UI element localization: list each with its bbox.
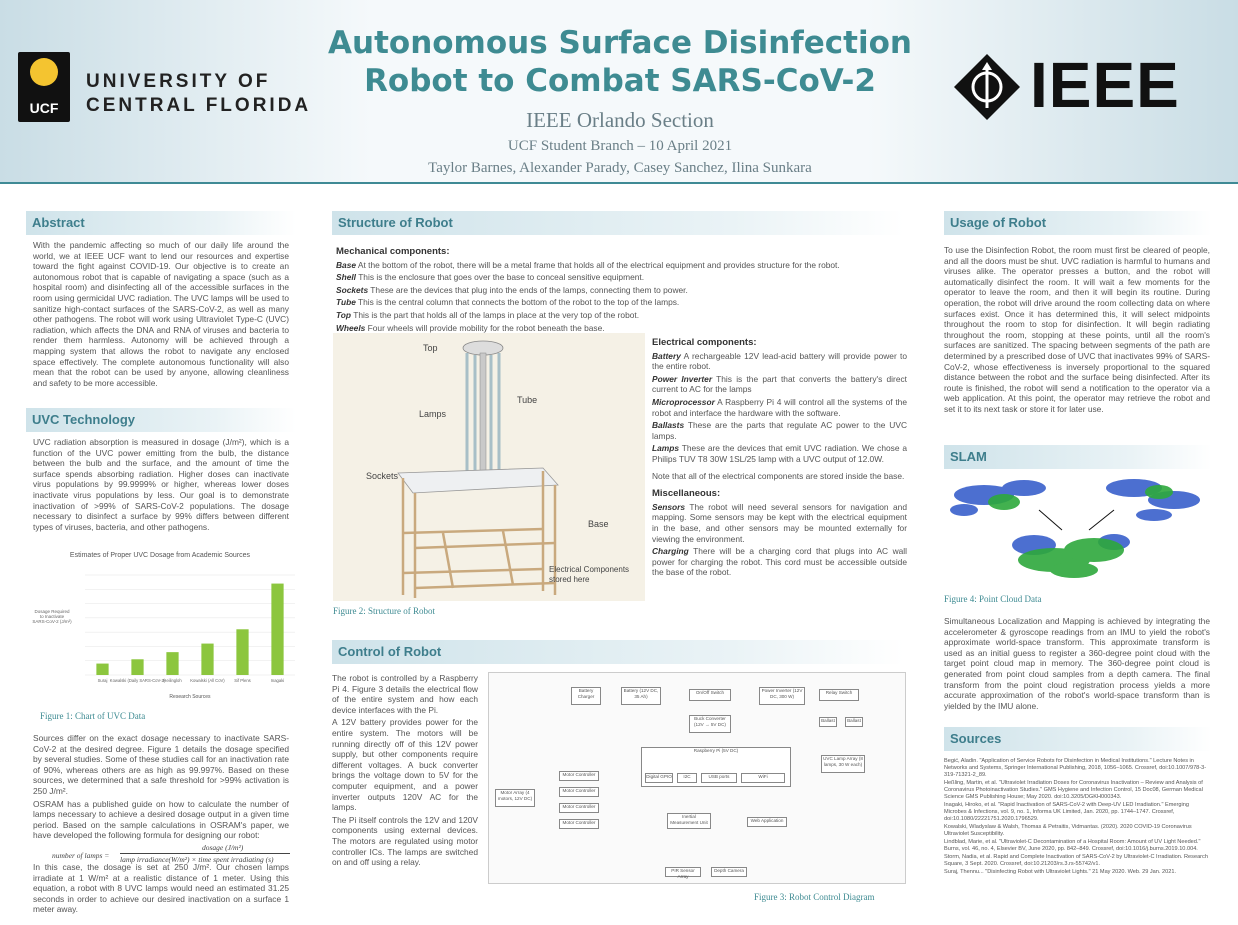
elec-key: Microprocessor [652,396,715,407]
title-line2: Robot to Combat SARS-CoV-2 [364,63,876,99]
slam-body: Simultaneous Localization and Mapping is achieved by integrating the accelerometer & gyroscope readings from an IMU to yield the robot's approximate world-space transform. This approximate transform is used as an initial guess to register a 360-degree point cloud with the target point cloud map in memory. The 360-degree point cloud is generated from point cloud samples from a depth camera. The final transform from the point cloud registration process yields a more accurate approximation of the robot's world-space transform than is yielded by the IMU alone. [944,616,1210,711]
mech-key: Top [336,309,352,320]
block-gpio: Digital GPIO [645,773,673,783]
misc-key: Sensors [652,501,686,512]
mech-title: Mechanical components: [336,246,450,257]
title-line1: Autonomous Surface Disinfection [328,25,912,61]
block-buck: Buck Converter (12V → 5V DC) [689,715,731,733]
block-ballast2: Ballast [845,717,863,727]
ucf-line1: UNIVERSITY OF [86,71,271,92]
mech-item [336,260,896,271]
abstract-body: With the pandemic affecting so much of our daily life around the world, we at IEEE UCF want to lend our resources and expertise toward the fight against COVID-19. Our objective is to create an autonomous robot that is capable of navigating a space (such as a hospital room) and disinfecting all of the accessible surfaces in the room using germicidal UVC radiation. The UVC lamps will be used to sanitize high-contact surfaces of the SARS-CoV-2, as well as many other pathogens. The robot will work using Ultraviolet Type-C (UVC) radiation, which affects the DNA and RNA of viruses and bacteria to render them harmless. Autonomy will be achieved through a mapping system that allows the robot to navigate any enclosed space effectively. The complete autonomous functionality will also mean that the robot can be used by anyone, allowing cleanliness and safety to be more accessible. [33,240,289,388]
chart-bar [131,659,143,675]
chart-tick-label: Sif Plens [234,678,251,683]
mech-desc: This is the central column that connects the bottom of the robot to the top of the lamps. [355,297,680,308]
mechanical-components [336,247,896,335]
branch-date: UCF Student Branch – 10 April 2021 [507,138,733,154]
point-cloud-image [944,470,1212,590]
elec-desc: A Raspberry Pi 4 will control all the systems of the robot and interface the hardware with the software. [652,396,907,418]
block-pir: PIR Sensor Array [665,867,701,877]
elec-item [652,374,907,395]
chart-tick-label: Kowalski (Daily SARS-CoV-2) [109,678,166,683]
robot-structure-figure [333,333,645,601]
elec-item [652,397,907,418]
usage-body: To use the Disinfection Robot, the room must first be cleared of people, and all the doors must be shut. UVC radiation is harmful to humans and viruses alike. The operator presses a button, and the robot will automatically disinfect the room. It will wait a few moments for the operator to leave the room, and then it will begin its routine. During operation, the robot will drive around the room collecting data on where surfaces exist. Once it has determined this, it will select midpoints throughout the room to stop for disinfection. It will begin radiating throughout the room, stopping at these points, until all the room's surfaces are sanitized. The spacing between segments of the path are determined by a prescribed dose of UVC that inactivates 99% of SARS-CoV-2, whose effectiveness is inversely proportional to the squared distance between the robot and the surface being disinfected. After its route is finished, the robot will send a notification to the operator via a web application. At this point, the operator may retrieve the robot and set it to its next task or store it for later use. [944,245,1210,414]
chart-tick-label: Heilingloh [163,678,182,683]
block-charger: Battery Charger [571,687,601,705]
elec-title: Electrical components: [652,337,757,348]
block-web-app: Web Application [747,817,787,827]
block-wifi: WiFi [741,773,785,783]
elec-desc: These are the parts that regulate AC power to the UVC lamps. [652,420,907,441]
mech-item [336,297,896,308]
poster-header [0,0,1238,184]
elec-list [652,351,907,465]
block-depth-camera: Depth Camera [711,867,747,877]
block-i2c: I2C [677,773,697,783]
figure4-caption: Figure 4: Point Cloud Data [944,594,1042,604]
block-motor-controller-3: Motor Controller [559,803,599,813]
misc-item [652,502,907,544]
label-top: Top [423,343,438,353]
ieee-diamond-icon [952,52,1022,122]
chart-bar [201,644,213,675]
figure2-caption: Figure 2: Structure of Robot [333,606,435,616]
source-item: Heßling, Martin, et al. "Ultraviolet Irradiation Doses for Coronavirus Inactivation – Review and Analysis of Coronavirus Photoinactivation Studies." GMS Hygiene and Infection Control, 15 Doc08, German Medical Science GMS Publishing House; May 2020. doi:10.3205/DGKH000343. [944,780,1203,800]
source-item: Inagaki, Hiroko, et al. "Rapid Inactivation of SARS-CoV-2 with Deep-UV LED Irradiation." Emerging Microbes & Infections, vol. 9, no. 1, Informa UK Limited, Jan. 2020, pp. 1744–1747. Crossref, doi:10.1080/22221751.2020.1796529. [944,802,1189,822]
electrical-components [652,338,907,580]
block-motor-controller-4: Motor Controller [559,819,599,829]
block-motor-controller-1: Motor Controller [559,771,599,781]
control-p3: The Pi itself controls the 12V and 120V components using external devices. The motors are regulated using motor controller ICs. The lamps are switched on and off using a relay. [332,814,478,868]
ucf-abbr: UCF [29,100,59,116]
uvc-heading: UVC Technology [26,408,296,432]
mech-key: Tube [336,297,356,308]
elec-key: Ballasts [652,420,685,431]
chart-bar [271,584,283,675]
source-item: Suraj, Thennu... "Disinfecting Robot with Ultraviolet Lights." 21 May 2020. Web. 29 Jan. 2021. [944,869,1176,875]
source-item: Begić, Aladin. "Application of Service Robots for Disinfection in Medical Institutions." Lecture Notes in Networks and Systems, Springer International Publishing, 2018, 1056–1065. Crossref, doi:10.1007/978-3-319-71321-2_89. [944,758,1207,778]
abstract-heading: Abstract [26,211,296,235]
sources-heading: Sources [944,727,1212,751]
chart-bar [166,652,178,675]
chart-tick-label: Kowalski (All CoV) [190,678,225,683]
formula-lhs: number of lamps = [52,851,110,860]
uvc-p2: Sources differ on the exact dosage necessary to inactivate SARS-CoV-2 at the desired degree. Figure 1 details the dosage specified by several studies. Some of these studies call for an inactivation rate of 90%, whereas others are as high as 99.997%. Based on these sources, we determined that a safe threshold for >99% activation is 250 J/m². [33,733,289,796]
misc-list [652,502,907,578]
figure3-caption: Figure 3: Robot Control Diagram [754,892,875,902]
control-heading: Control of Robot [332,640,904,664]
misc-item [652,546,907,578]
chart-bar [96,664,108,675]
mech-item [336,323,896,334]
section-name: IEEE Orlando Section [526,108,714,132]
elec-desc: This is the part that converts the battery's direct current to AC for the lamps [652,373,907,395]
uvc-p4: In this case, the dosage is set at 250 J/m². Our chosen lamps irradiate at 1 W/m² at a realistic distance of 1 meter. Using this equation, a robot with 8 UVC lamps would need an estimated 31.25 seconds in order to achieve our desired inactivation on a surface 1 meter away. [33,862,289,915]
elec-item [652,420,907,441]
block-switch: On/Off Switch [689,689,731,701]
ucf-line2: CENTRAL FLORIDA [86,95,312,116]
elec-key: Battery [652,350,681,361]
label-base: Base [588,519,609,529]
elec-item [652,351,907,372]
elec-key: Lamps [652,443,679,454]
elec-note: Note that all of the electrical components are stored inside the base. [652,470,905,481]
misc-title: Miscellaneous: [652,488,721,500]
control-p1: The robot is controlled by a Raspberry Pi 4. Figure 3 details the electrical flow of the entire system and how each device interfaces with the Pi. [332,673,478,715]
chart-tick-label: Inagaki [270,678,285,683]
chart-ylabel: Dosage Required to Inactivate SARS-CoV-2 (J/m²) [32,609,72,624]
control-p2: A 12V battery provides power for the entire system. The motors will be running directly off of this 12V power supply, but other components require different voltages. A buck converter brings the voltage down to 5V for the computer equipment, and a power inverter outputs 120V AC for the lamps. [332,717,478,813]
chart-title: Estimates of Proper UVC Dosage from Academic Sources [69,552,251,559]
source-item: Lindblad, Marie, et al. "Ultraviolet-C Decontamination of a Hospital Room: Amount of UV Light Needed." Burns, vol. 46, no. 4, Elsevier BV, June 2020, pp. 842–849. Crossref, doi:10.1016/j.burns.2019.10.004. [944,839,1201,852]
sources-list [944,758,1210,877]
mech-key: Base [336,259,357,270]
misc-desc: The robot will need several sensors for navigation and mapping. Some sensors may be kept with the electrical equipment in the base, and other sensors may be mounted externally for viewing the environment. [652,501,907,544]
uvc-p3: OSRAM has a published guide on how to calculate the number of lamps necessary to achieve a desired dosage output in a given time period. Based on the sample calculations in OSRAM's paper, we have developed the following formula for designing our robot: [33,798,289,841]
mech-item [336,285,896,296]
block-motor-array: Motor Array (4 motors, 12V DC) [495,789,535,807]
formula-denominator: lamp irradiance(W/m²) × time spent irradiating (s) [120,855,274,864]
block-battery: Battery (12V DC, 35 Ah) [621,687,661,705]
mech-desc: These are the devices that plug into the ends of the lamps, connecting them to power. [368,284,688,295]
elec-desc: These are the devices that emit UVC radiation. We chose a Philips TUV T8 30W 1SL/25 lamp with a UVC output of 12.0W. [652,443,907,464]
block-imu: Inertial Measurement Unit [667,813,711,829]
misc-desc: There will be a charging cord that plugs into AC wall power for charging the robot. This cord must be accessible outside the base of the robot. [652,546,907,578]
mech-key: Shell [336,272,357,283]
source-item: Kowalski, Wladyslaw & Walsh, Thomas & Petraitis, Vidmantas. (2020). 2020 COVID-19 Coronavirus Ultraviolet Susceptibility. [944,824,1192,837]
authors: Taylor Barnes, Alexander Parady, Casey Sanchez, Ilina Sunkara [428,160,812,176]
mech-desc: This is the part that holds all of the lamps in place at the very top of the robot. [351,309,640,320]
ucf-name [86,70,311,118]
label-tube: Tube [517,395,538,405]
mech-item [336,272,896,283]
uvc-text-2 [33,733,289,843]
block-motor-controller-2: Motor Controller [559,787,599,797]
block-relay: Relay Switch [819,689,859,701]
block-uvc-array: UVC Lamp Array (8 lamps, 30 W each) [821,755,865,773]
slam-heading: SLAM [944,445,1212,469]
ucf-logo [18,52,70,122]
control-body [332,673,478,870]
structure-heading: Structure of Robot [332,211,904,235]
mech-key: Sockets [336,284,369,295]
chart-xlabel: Research Sources [169,694,211,700]
mech-desc: At the bottom of the robot, there will be a metal frame that holds all of the electrical equipment and provides structure for the robot. [356,259,840,270]
block-inverter: Power Inverter (12V DC, 300 W) [759,687,805,705]
label-electrical: Electrical Components stored here [549,565,630,584]
usage-heading: Usage of Robot [944,211,1212,235]
block-ballast1: Ballast [819,717,837,727]
chart-tick-label: Suraj [97,678,108,683]
pegasus-icon [30,58,58,86]
elec-desc: A rechargeable 12V lead-acid battery will provide power to the entire robot. [652,350,907,372]
robot-render [333,333,645,601]
figure1-caption: Figure 1: Chart of UVC Data [40,711,146,721]
label-lamps: Lamps [419,409,447,419]
poster-title [300,24,940,100]
uvc-body: UVC radiation absorption is measured in dosage (J/m²), which is a function of the UVC power emitting from the bulb, the distance between the bulb and the surface, and the amount of time the surface spends absorbing radiation. Higher doses can inactivate virus populations by 99.9999% or higher, whereas lower doses inactivate virus populations by less. Our goal is to demonstrate inactivation of >99% of SARS-CoV-2 populations. The dosage necessary to disinfect a surface by 99% differs between different types of viruses, bacteria, and other pathogens. [33,437,289,532]
mech-desc: This is the enclosure that goes over the base to conceal sensitive equipment. [356,272,645,283]
misc-key: Charging [652,546,689,557]
block-usb: USB ports [701,773,737,783]
mech-item [336,310,896,321]
formula-numerator: dosage (J/m²) [202,843,244,852]
mech-list [336,260,896,334]
uvc-dosage-chart [30,545,300,705]
robot-control-diagram [488,672,906,884]
chart-bar [236,629,248,675]
mech-key: Wheels [336,322,366,333]
elec-key: Power Inverter [652,373,713,384]
source-item: Storm, Nadia, et al. Rapid and Complete Inactivation of SARS-CoV-2 by Ultraviolet-C Irradiation. Research Square, 3 Sept. 2020. Crossref, doi:10.21203/rs.3.rs-55742/v1. [944,854,1208,867]
ieee-logo-text: IEEE [1030,49,1180,121]
mech-desc: Four wheels will provide mobility for the robot beneath the base. [365,322,605,333]
elec-item [652,443,907,464]
block-raspberry-pi: Raspberry Pi (5V DC) [641,747,791,787]
label-sockets: Sockets [366,471,399,481]
